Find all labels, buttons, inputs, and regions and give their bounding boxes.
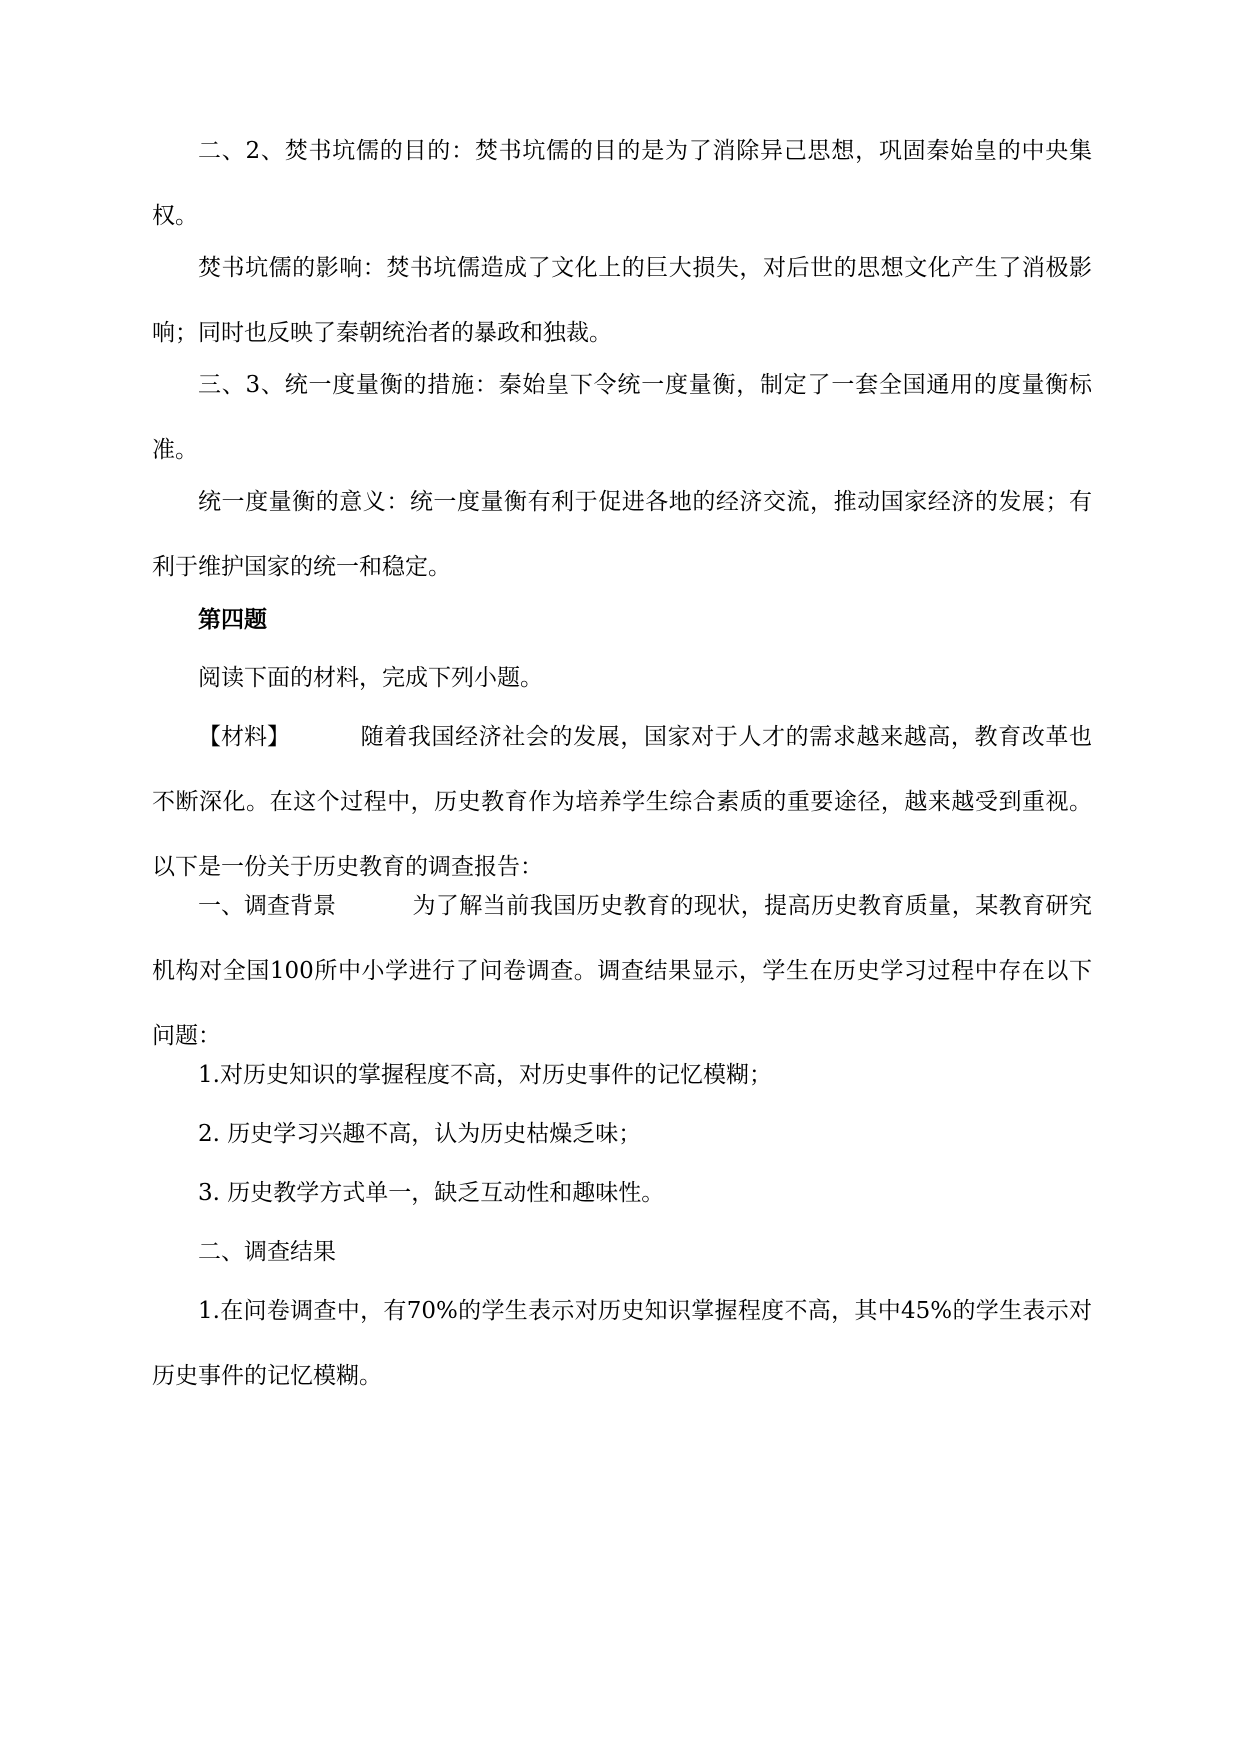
paragraph-unify-measures-significance: 统一度量衡的意义：统一度量衡有利于促进各地的经济交流，推动国家经济的发展；有利于维护国家的统一和稳定。	[152, 489, 1092, 580]
paragraph-burning-books-impact: 焚书坑儒的影响：焚书坑儒造成了文化上的巨大损失，对后世的思想文化产生了消极影响；同时也反映了秦朝统治者的暴政和独裁。	[152, 255, 1092, 346]
question-heading: 第四题	[198, 606, 267, 633]
material-label: 【材料】	[198, 724, 290, 750]
paragraph-unify-measures: 三、3、统一度量衡的措施：秦始皇下令统一度量衡，制定了一套全国通用的度量衡标准。	[152, 372, 1092, 463]
survey-background-paragraph	[152, 874, 1092, 1069]
survey-background-text: 为了解当前我国历史教育的现状，提高历史教育质量，某教育研究机构对全国100所中小学进行了问卷调查。调查结果显示，学生在历史学习过程中存在以下问题：	[152, 893, 1092, 1049]
survey-background-label: 一、调查背景	[198, 893, 336, 919]
list-item-3: 3. 历史教学方式单一，缺乏互动性和趣味性。	[198, 1180, 665, 1206]
survey-result-1: 1.在问卷调查中，有70%的学生表示对历史知识掌握程度不高，其中45%的学生表示对历史事件的记忆模糊。	[152, 1298, 1092, 1389]
survey-results-label: 二、调查结果	[198, 1239, 336, 1265]
material-text: 随着我国经济社会的发展，国家对于人才的需求越来越高，教育改革也不断深化。在这个过程中，历史教育作为培养学生综合素质的重要途径，越来越受到重视。以下是一份关于历史教育的调查报告：	[152, 724, 1092, 880]
list-item-2: 2. 历史学习兴趣不高，认为历史枯燥乏味；	[198, 1121, 642, 1147]
material-paragraph	[152, 705, 1092, 900]
list-item-1: 1.对历史知识的掌握程度不高，对历史事件的记忆模糊；	[198, 1062, 772, 1088]
instruction-text: 阅读下面的材料，完成下列小题。	[198, 665, 543, 691]
paragraph-burning-books-purpose: 二、2、焚书坑儒的目的：焚书坑儒的目的是为了消除异己思想，巩固秦始皇的中央集权。	[152, 138, 1092, 229]
